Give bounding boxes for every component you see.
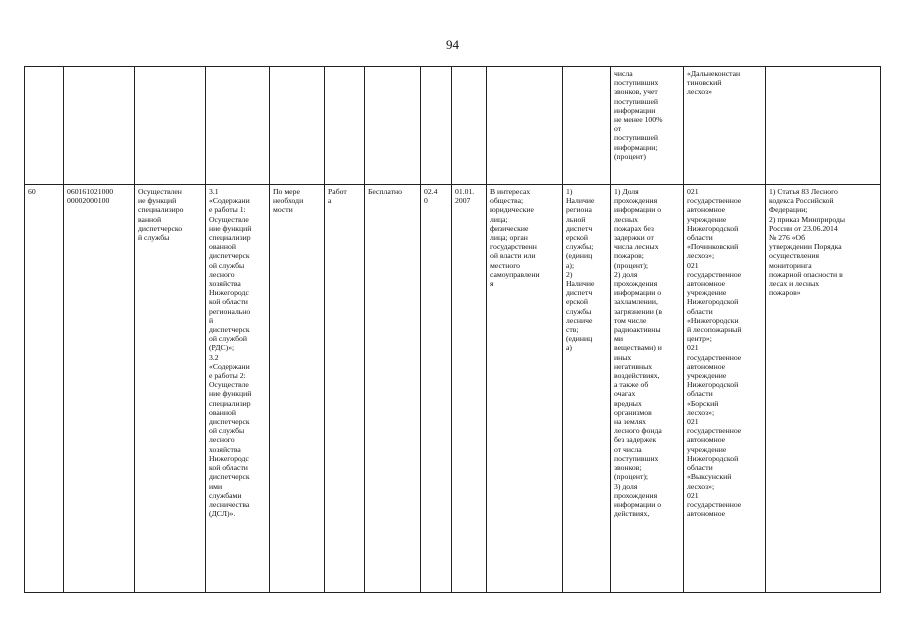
cell-okved: [421, 67, 452, 185]
table-row-continuation: [25, 67, 881, 185]
cell-content: [206, 67, 270, 185]
cell-service-name: [135, 67, 206, 185]
cell-legal-basis: [766, 67, 881, 185]
registry-code: 060161021000 00002000100: [64, 185, 135, 593]
cell-consumers: [487, 67, 563, 185]
start-date: 01.01. 2007: [452, 185, 487, 593]
okved-code: 02.4 0: [421, 185, 452, 593]
page-number: 94: [446, 37, 459, 52]
quality-indicators: 1) Доля прохождения информации о лесных пожарах без задержки от числа лесных пожаров; (процент); 2) доля прохождения информации о захламлении, загрязнении (в том числе радиоактивны ми веществами) и иных негативных воздействиях, а также об очагах вредных организмов на землях лесного фонда без задержек от числа поступивших звонков; (процент); 3) доля прохождения информации о действиях,: [611, 185, 684, 593]
work-content: 3.1 «Содержани е работы 1: Осуществле ние функций специализир ованной диспетчерск ой службы лесного хозяйства Нижегородс кой области регионально й диспетчерск ой службой (РДС)»; 3.2 «Содержани е работы 2: Осуществле ние функций специализир ованной диспетчерск ой службы лесного хозяйства Нижегородс кой области диспетчерск ими службами лесничества (ДСЛ)».: [206, 185, 270, 593]
consumers: В интересах общества; юридические лица; физические лица; орган государственн ой власти или местного самоуправлени я: [487, 185, 563, 593]
volume-indicators: 1) Наличие региона льной диспетч ерской службы; (единиц а); 2) Наличие диспетч ерской службы лесниче ств; (единиц а): [563, 185, 611, 593]
cell-institutions: «Дальнеконстан тиновский лесхоз»: [684, 67, 766, 185]
cell-type: [325, 67, 365, 185]
payment: Бесплатно: [365, 185, 421, 593]
cell-volume-indicators: [563, 67, 611, 185]
cell-quality-indicators: числа поступивших звонков, учет поступившей информации не менее 100% от поступившей информации; (процент): [611, 67, 684, 185]
legal-basis: 1) Статья 83 Лесного кодекса Российской Федерации; 2) приказ Минприроды России от 23.06.2014 № 276 «Об утверждении Порядка осуществления мониторинга пожарной опасности в лесах и лесных пожаров»: [766, 185, 881, 593]
service-type: Работ а: [325, 185, 365, 593]
registry-table: [24, 66, 881, 593]
row-number: 60: [25, 185, 64, 593]
cell-code: [64, 67, 135, 185]
table-row: [25, 185, 881, 593]
conditions: По мере необходи мости: [270, 185, 325, 593]
cell-date: [452, 67, 487, 185]
cell-number: [25, 67, 64, 185]
institutions: 021 государственное автономное учреждение Нижегородской области «Починковский лесхоз»; 021 государственное автономное учреждение Нижегородской области «Нижегородски й лесопожарный центр»; 021 государственное автономное учреждение Нижегородской области «Борский лесхоз»; 021 государственное автономное учреждение Нижегородской области «Выксунский лесхоз»; 021 государственное автономное: [684, 185, 766, 593]
cell-conditions: [270, 67, 325, 185]
cell-payment: [365, 67, 421, 185]
service-name: Осуществлен ие функций специализиро ванной диспетчерско й службы: [135, 185, 206, 593]
